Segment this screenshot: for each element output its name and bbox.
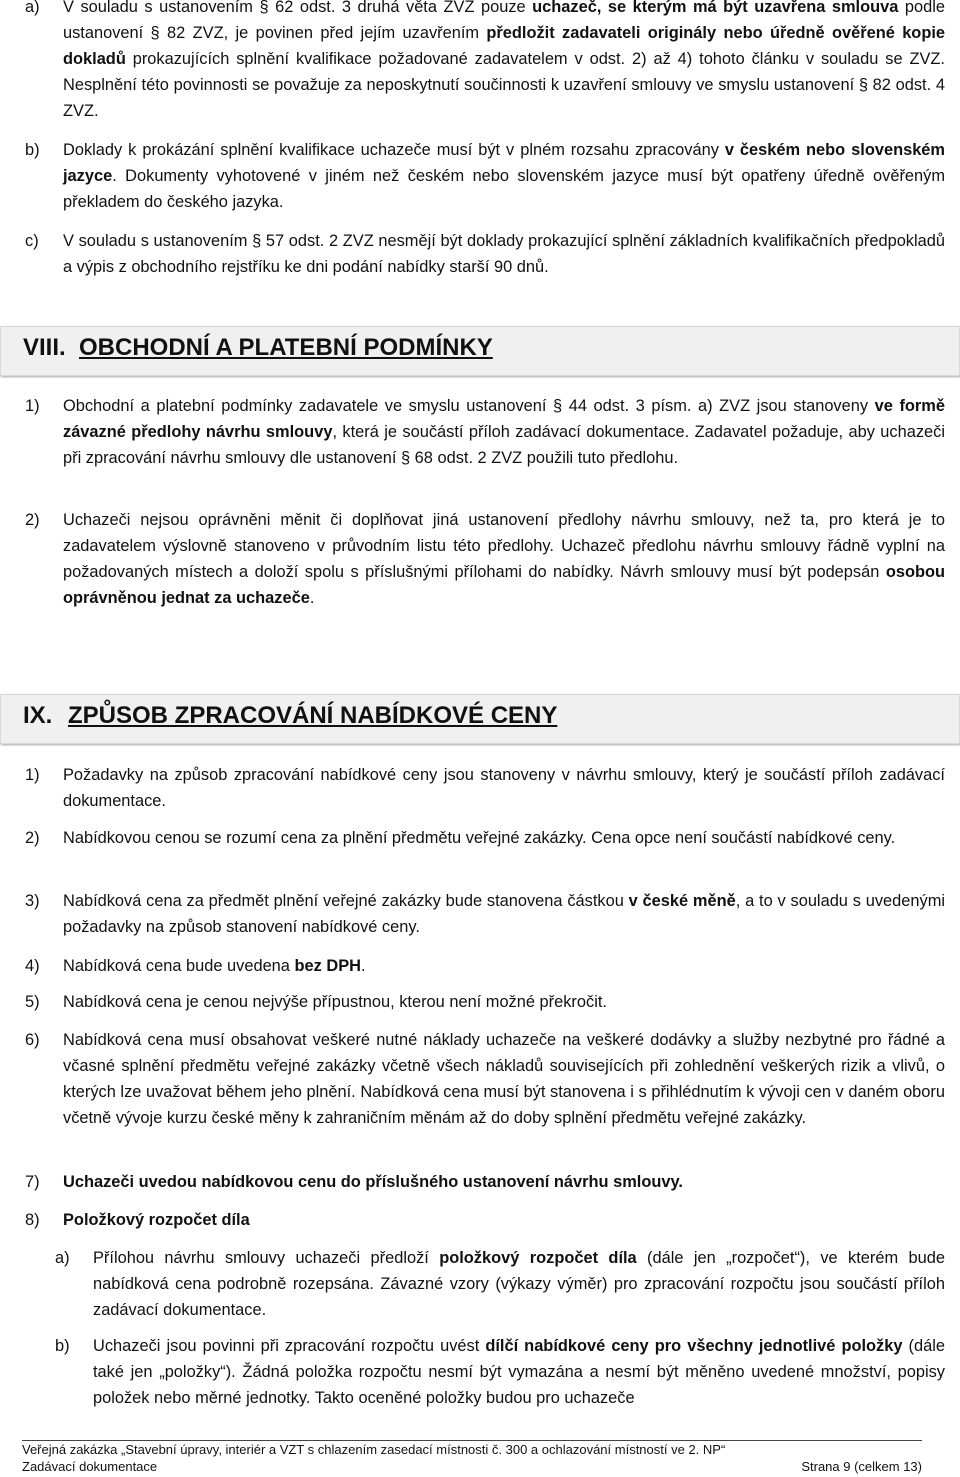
footer-divider — [22, 1440, 922, 1441]
paragraph-9-8 — [25, 1207, 945, 1233]
list-label: a) — [25, 0, 40, 16]
paragraph-text: Položkový rozpočet díla — [63, 1211, 250, 1229]
paragraph-8-2 — [25, 507, 945, 611]
paragraph-9-5 — [25, 989, 945, 1015]
paragraph-9-1 — [25, 762, 945, 814]
footer-bottom-row — [22, 1458, 922, 1475]
paragraph-7b — [25, 137, 945, 215]
footer-document-name: Zadávací dokumentace — [22, 1459, 158, 1474]
heading-number: VIII. — [23, 334, 66, 361]
paragraph-7c — [25, 228, 945, 280]
paragraph-text: Přílohou návrhu smlouvy uchazeči předloží položkový rozpočet díla (dále jen „rozpočet“), ve kterém bude nabídková cena podrobně rozepsána. Závazné vzory (výkazy výměr) pro zpracování rozpočtu jsou součástí příloh zadávací dokumentace. — [93, 1249, 945, 1319]
list-label: a) — [55, 1249, 70, 1267]
paragraph-text: Nabídkovou cenou se rozumí cena za plnění předmětu veřejné zakázky. Cena opce není součástí nabídkové ceny. — [63, 829, 896, 847]
paragraph-9-7 — [25, 1169, 945, 1195]
footer-project-title: Veřejná zakázka „Stavební úpravy, interiér a VZT s chlazením zasedací místnosti č. 300 a ochlazování místností ve 2. NP“ — [22, 1442, 726, 1457]
paragraph-text: Nabídková cena musí obsahovat veškeré nutné náklady uchazeče na veškeré dodávky a služby nezbytné pro řádné a včasné splnění předmětu veřejné zakázky včetně všech nákladů souvisejících při zohlednění veškerých rizik a vlivů, o kterých lze uvažovat během jeho plnění. Nabídková cena musí být stanovena i s přihlédnutím k vývoji cen v daném oboru včetně vývoje kurzu české měny k zahraničním měnám až do doby splnění předmětu veřejné zakázky. — [63, 1031, 945, 1127]
heading-title: ZPŮSOB ZPRACOVÁNÍ NABÍDKOVÉ CENY — [68, 702, 558, 729]
list-label: 6) — [25, 1031, 40, 1049]
list-label: b) — [25, 141, 40, 159]
list-label: 5) — [25, 993, 40, 1011]
page-footer — [22, 1441, 922, 1475]
heading-number: IX. — [23, 702, 53, 729]
section-heading-8 — [23, 334, 493, 362]
paragraph-text: Uchazeči nejsou oprávněni měnit či doplňovat jiná ustanovení předlohy návrhu smlouvy, než ta, pro která je to zadavatelem výslovně stanoveno v průvodním listu této předlohy. Uchazeč předlohu návrhu smlouvy řádně vyplní na požadovaných místech a doloží spolu s příslušnými přílohami do nabídky. Návrh smlouvy musí být podepsán osobou oprávněnou jednat za uchazeče. — [63, 511, 945, 607]
paragraph-9-8-b — [55, 1333, 945, 1411]
list-label: 2) — [25, 511, 40, 529]
paragraph-text: Uchazeči jsou povinni při zpracování rozpočtu uvést dílčí nabídkové ceny pro všechny jednotlivé položky (dále také jen „položky“). Žádná položka rozpočtu nesmí být vymazána a nesmí být měněno uvedené množství, popisy položek nebo měrné jednotky. Takto oceněné položky budou pro uchazeče — [93, 1337, 945, 1407]
heading-title: OBCHODNÍ A PLATEBNÍ PODMÍNKY — [79, 334, 493, 361]
paragraph-9-2 — [25, 825, 945, 851]
list-label: 7) — [25, 1173, 40, 1191]
list-label: 3) — [25, 892, 40, 910]
paragraph-text: Uchazeči uvedou nabídkovou cenu do příslušného ustanovení návrhu smlouvy. — [63, 1173, 683, 1191]
section-heading-9 — [23, 702, 557, 730]
paragraph-9-6 — [25, 1027, 945, 1131]
list-label: 4) — [25, 957, 40, 975]
paragraph-9-4 — [25, 953, 945, 979]
paragraph-text: Doklady k prokázání splnění kvalifikace uchazeče musí být v plném rozsahu zpracovány v českém nebo slovenském jazyce. Dokumenty vyhotovené v jiném než českém nebo slovenském jazyce musí být opatřeny úředně ověřeným překladem do českého jazyka. — [63, 141, 945, 211]
footer-page-number: Strana 9 (celkem 13) — [801, 1459, 922, 1474]
list-label: 2) — [25, 829, 40, 847]
paragraph-text: Nabídková cena je cenou nejvýše přípustnou, kterou není možné překročit. — [63, 993, 607, 1011]
paragraph-text: Požadavky na způsob zpracování nabídkové ceny jsou stanoveny v návrhu smlouvy, který je součástí příloh zadávací dokumentace. — [63, 766, 945, 810]
paragraph-7a — [25, 0, 945, 124]
list-label: 8) — [25, 1211, 40, 1229]
paragraph-text: V souladu s ustanovením § 62 odst. 3 druhá věta ZVZ pouze uchazeč, se kterým má být uzavřena smlouva podle ustanovení § 82 ZVZ, je povinen před jejím uzavřením předložit zadavateli originály nebo úředně ověřené kopie dokladů prokazujících splnění kvalifikace požadované zadavatelem v odst. 2) až 4) tohoto článku v souladu se ZVZ. Nesplnění této povinnosti se považuje za neposkytnutí součinnosti k uzavření smlouvy ve smyslu ustanovení § 82 odst. 4 ZVZ. — [63, 0, 945, 120]
paragraph-text: V souladu s ustanovením § 57 odst. 2 ZVZ nesmějí být doklady prokazující splnění základních kvalifikačních předpokladů a výpis z obchodního rejstříku ke dni podání nabídky starší 90 dnů. — [63, 232, 945, 276]
paragraph-text: Nabídková cena bude uvedena bez DPH. — [63, 957, 366, 975]
paragraph-8-1 — [25, 393, 945, 471]
list-label: 1) — [25, 397, 40, 415]
paragraph-9-3 — [25, 888, 945, 940]
paragraph-text: Nabídková cena za předmět plnění veřejné zakázky bude stanovena částkou v české měně, a to v souladu s uvedenými požadavky na způsob stanovení nabídkové ceny. — [63, 892, 945, 936]
list-label: c) — [25, 232, 39, 250]
paragraph-text: Obchodní a platební podmínky zadavatele ve smyslu ustanovení § 44 odst. 3 písm. a) ZVZ jsou stanoveny ve formě závazné předlohy návrhu smlouvy, která je součástí příloh zadávací dokumentace. Zadavatel požaduje, aby uchazeči při zpracování návrhu smlouvy dle ustanovení § 68 odst. 2 ZVZ použili tuto předlohu. — [63, 397, 945, 467]
paragraph-9-8-a — [55, 1245, 945, 1323]
list-label: 1) — [25, 766, 40, 784]
list-label: b) — [55, 1337, 70, 1355]
